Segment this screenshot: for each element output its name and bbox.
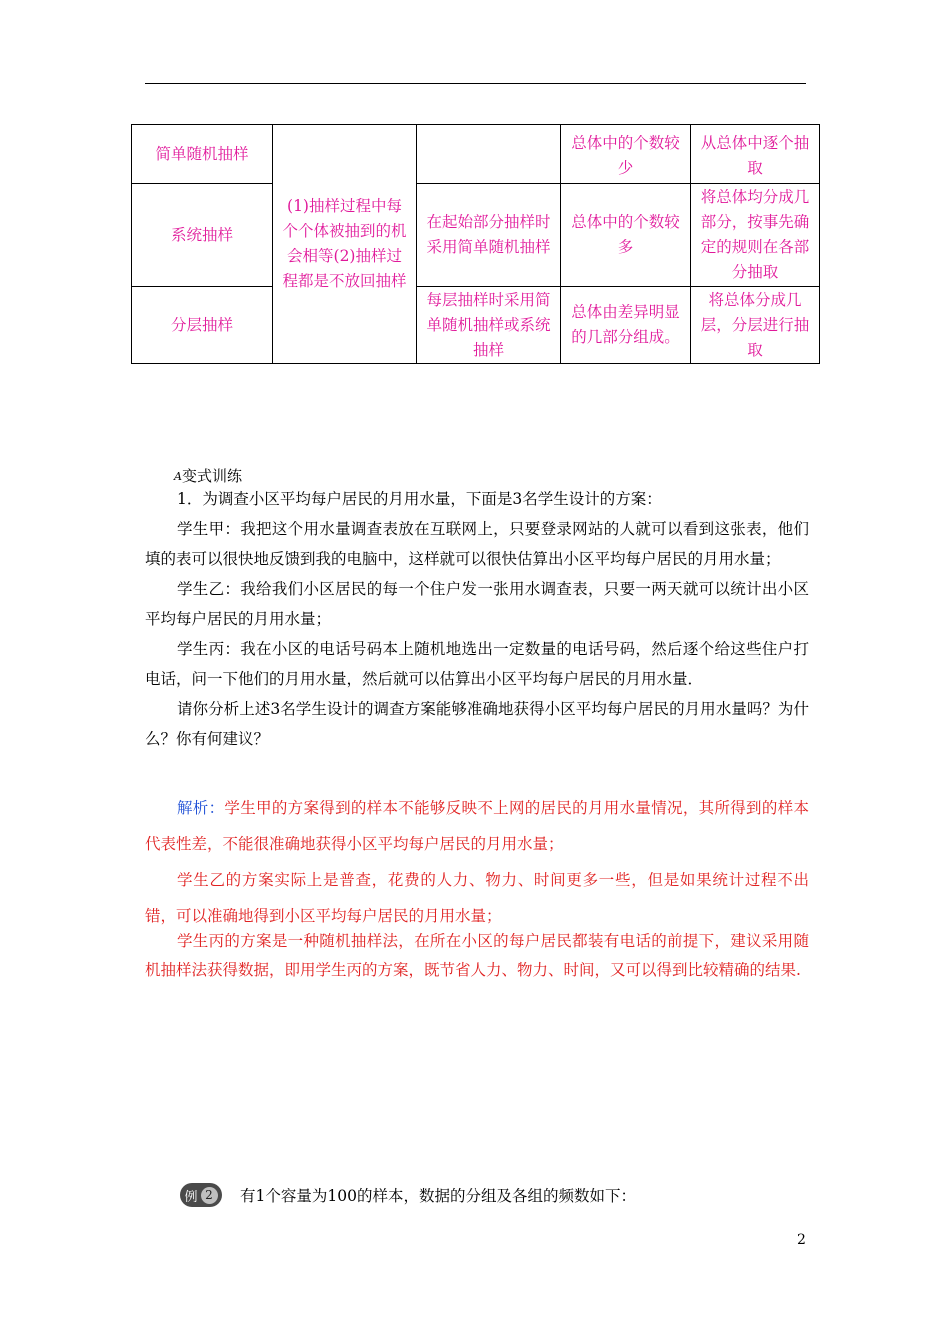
student-bing: 学生丙：我在小区的电话号码本上随机地选出一定数量的电话号码，然后逐个给这些住户打电话，问一下他们的月用水量，然后就可以估算出小区平均每户居民的月用水量． bbox=[145, 640, 809, 688]
section-title: 变式训练 bbox=[181, 467, 242, 485]
table-row bbox=[132, 287, 820, 364]
example-number: 2 bbox=[201, 1187, 218, 1204]
section-mark: A bbox=[174, 470, 182, 483]
example-badge: 例 2 bbox=[180, 1183, 222, 1207]
analysis-block bbox=[145, 790, 809, 934]
analysis-p3: 学生丙的方案是一种随机抽样法，在所在小区的每户居民都装有电话的前提下，建议采用随机抽样法获得数据，即用学生丙的方案，既节省人力、物力、时间，又可以得到比较精确的结果. bbox=[145, 932, 809, 979]
scope-cell: 总体中的个数较多 bbox=[561, 184, 691, 287]
method-name-cell: 分层抽样 bbox=[132, 287, 273, 364]
sampling-comparison-table bbox=[131, 124, 820, 364]
analysis-label: 解析： bbox=[177, 799, 225, 817]
table-row bbox=[132, 184, 820, 287]
problem-question: 请你分析上述3名学生设计的调查方案能够准确地获得小区平均每户居民的月用水量吗？为什么？你有何建议？ bbox=[145, 700, 809, 748]
example-line bbox=[180, 1183, 636, 1207]
procedure-cell: 从总体中逐个抽取 bbox=[691, 125, 820, 184]
table-row bbox=[132, 125, 820, 184]
student-yi: 学生乙：我给我们小区居民的每一个住户发一张用水调查表，只要一两天就可以统计出小区平均每户居民的月用水量； bbox=[145, 580, 809, 628]
header-rule bbox=[145, 83, 806, 84]
problem-intro: 1．为调查小区平均每户居民的月用水量，下面是3名学生设计的方案： bbox=[177, 490, 662, 508]
method-name-cell: 简单随机抽样 bbox=[132, 125, 273, 184]
page-number: 2 bbox=[797, 1232, 806, 1248]
common-feature-cell: (1)抽样过程中每个个体被抽到的机会相等(2)抽样过程都是不放回抽样 bbox=[273, 125, 417, 364]
link-cell: 在起始部分抽样时采用简单随机抽样 bbox=[417, 184, 561, 287]
student-jia: 学生甲：我把这个用水量调查表放在互联网上，只要登录网站的人就可以看到这张表，他们填的表可以很快地反馈到我的电脑中，这样就可以很快估算出小区平均每户居民的月用水量； bbox=[145, 520, 809, 568]
method-name-cell: 系统抽样 bbox=[132, 184, 273, 287]
procedure-cell: 将总体分成几层，分层进行抽取 bbox=[691, 287, 820, 364]
problem-text bbox=[145, 484, 809, 754]
scope-cell: 总体由差异明显的几部分组成。 bbox=[561, 287, 691, 364]
analysis-p1: 解析：学生甲的方案得到的样本不能够反映不上网的居民的月用水量情况，其所得到的样本代表性差，不能很准确地获得小区平均每户居民的月用水量； bbox=[145, 799, 809, 853]
example-text: 有1个容量为100的样本，数据的分组及各组的频数如下： bbox=[240, 1187, 636, 1205]
scope-cell: 总体中的个数较少 bbox=[561, 125, 691, 184]
section-heading bbox=[174, 465, 242, 486]
link-cell: 每层抽样时采用简单随机抽样或系统抽样 bbox=[417, 287, 561, 364]
link-cell bbox=[417, 125, 561, 184]
procedure-cell: 将总体均分成几部分，按事先确定的规则在各部分抽取 bbox=[691, 184, 820, 287]
analysis-p2: 学生乙的方案实际上是普查，花费的人力、物力、时间更多一些，但是如果统计过程不出错，可以准确地得到小区平均每户居民的月用水量； bbox=[145, 871, 809, 925]
analysis-block-2 bbox=[145, 927, 809, 985]
